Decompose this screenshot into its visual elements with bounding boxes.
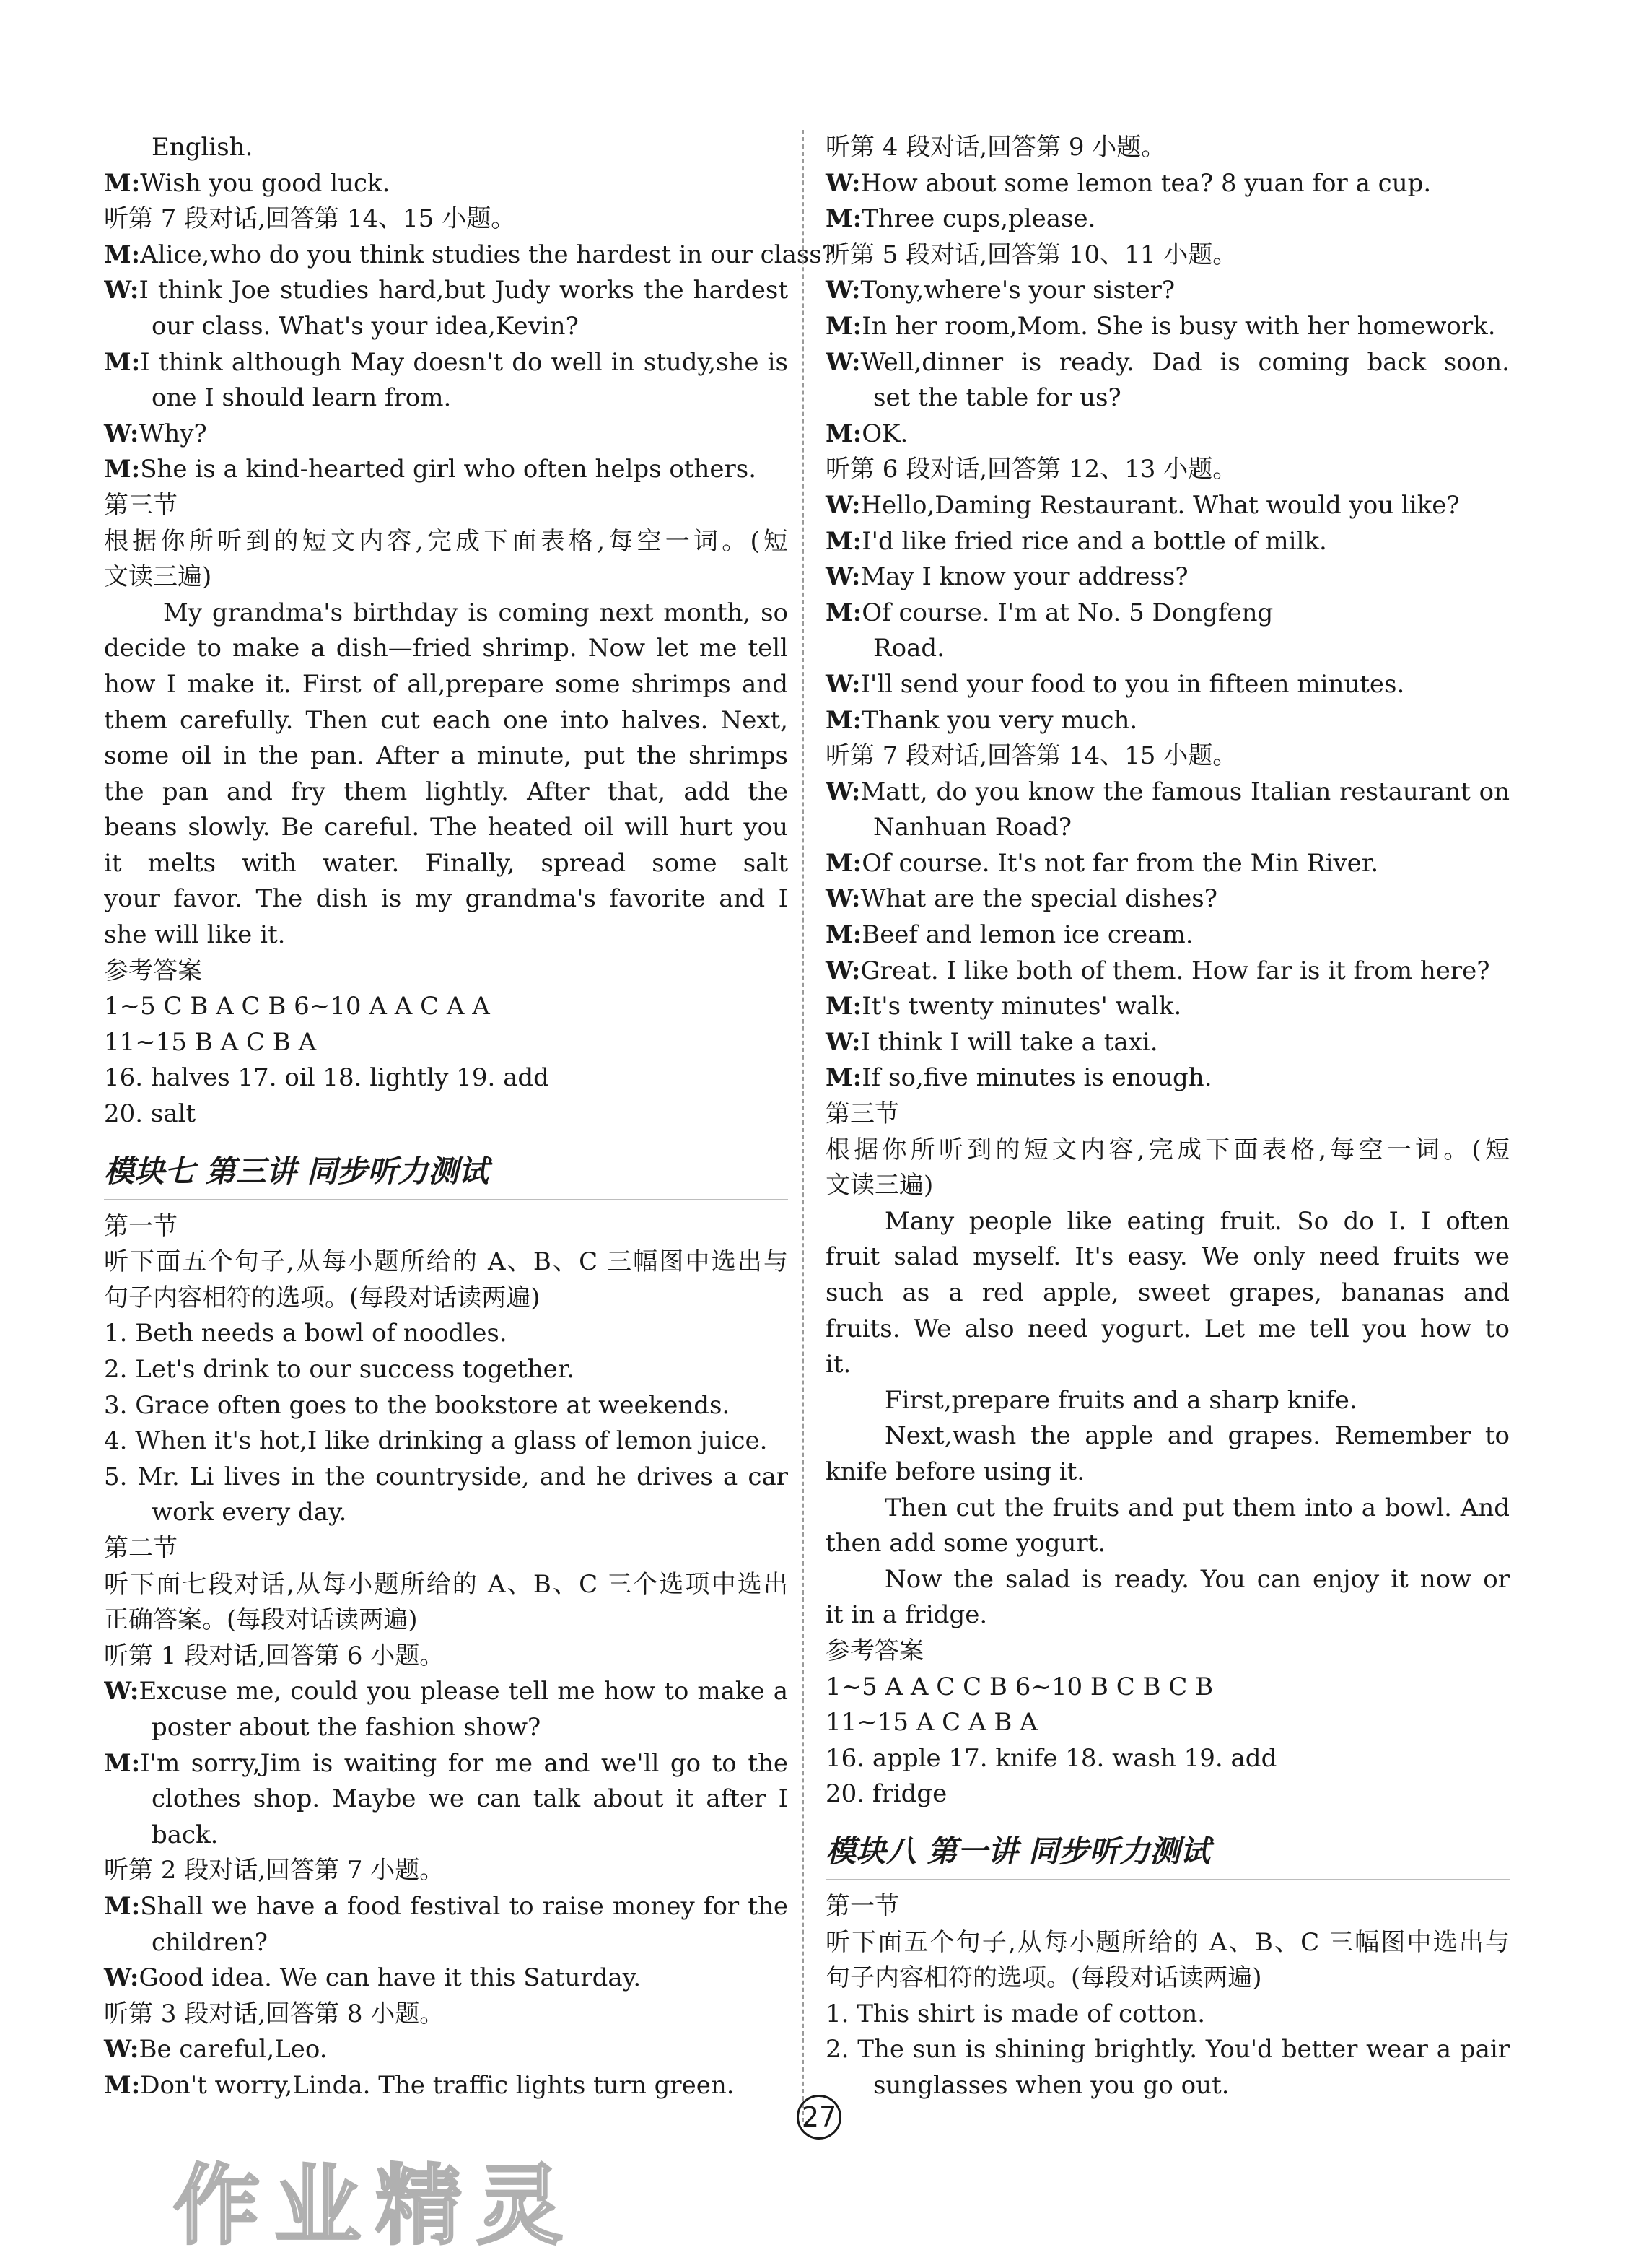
speaker-colon: : [851,168,861,198]
text-line [826,1133,1510,1169]
text-line [104,1639,788,1675]
text-line [826,667,1510,703]
line-text: Why? [139,419,207,448]
line-text: May I know your address? [860,562,1189,592]
line-text: Road. [873,634,945,663]
line-text: 听下面七段对话,从每小题所给的 A、B、C 三个选项中选出 [104,1569,788,1599]
text-line [826,488,1510,524]
text-line [826,1597,1510,1634]
speaker-label: W [104,276,130,305]
text-line [104,1388,788,1424]
speaker-colon: : [131,2070,141,2100]
text-line [826,237,1510,274]
text-line [826,1925,1510,1961]
line-text: clothes shop. Maybe we can talk about it after I [152,1784,788,1814]
speaker-label: M [104,2070,131,2100]
text-line [826,1204,1510,1240]
line-text: work every day. [152,1498,347,1527]
text-line [826,416,1510,453]
line-text: knife before using it. [826,1457,1085,1486]
line-text: 第三节 [826,1099,899,1129]
text-line [104,273,788,309]
text-line [826,1889,1510,1925]
line-text: Thank you very much. [862,705,1138,735]
text-line [826,273,1510,309]
text-line [104,559,788,596]
line-text: set the table for us? [873,383,1121,413]
text-line [826,1776,1510,1813]
text-line [104,1960,788,1997]
speaker-colon: : [851,884,861,914]
text-line [826,2068,1510,2104]
text-line [826,380,1510,416]
text-line [826,1168,1510,1204]
line-text: beans slowly. Be careful. The heated oil will hurt you [104,813,788,842]
text-line [104,237,835,274]
speaker-colon: : [129,419,139,448]
line-text: some oil in the pan. After a minute, put the shrimps [104,741,788,771]
text-line [826,954,1510,990]
speaker-label: M [826,920,853,950]
line-text: Well,dinner is ready. Dad is coming back soon. [860,347,1510,377]
line-text: I think Joe studies hard,but Judy works the hardest [139,276,788,305]
line-text: then add some yogurt. [826,1529,1106,1558]
text-line [104,738,788,775]
line-text: Good idea. We can have it this Saturday. [139,1963,642,1993]
text-line [826,810,1510,846]
text-line [104,810,788,846]
line-text: 第一节 [826,1891,899,1921]
speaker-colon: : [851,562,861,592]
speaker-label: M [826,526,853,556]
speaker-colon: : [129,276,139,305]
speaker-label: M [104,240,131,269]
line-text: how I make it. First of all,prepare some shrimps and [104,669,788,699]
text-line [826,846,1510,882]
speaker-colon: : [129,1963,139,1993]
line-text: Nanhuan Road? [873,813,1072,842]
text-line [826,130,1510,166]
watermark: 作业精灵 [173,2156,577,2256]
line-text: 句子内容相符的选项。(每段对话读两遍) [104,1283,541,1312]
text-line [104,1710,788,1746]
text-line [104,631,788,667]
speaker-label: W [826,562,852,592]
line-text: 听第 5 段对话,回答第 10、11 小题。 [826,240,1238,269]
text-line [826,1997,1510,2033]
text-line [826,1418,1510,1454]
line-text: 20. fridge [826,1779,948,1809]
text-line [826,166,1510,202]
text-line [826,1491,1510,1527]
text-line [104,1209,788,1245]
line-text: 第一节 [104,1211,178,1241]
speaker-colon: : [851,276,861,305]
line-text: Three cups,please. [862,204,1096,234]
speaker-colon: : [131,1748,141,1778]
text-line [826,1741,1510,1777]
line-text: 20. salt [104,1099,196,1129]
line-text: 3. Grace often goes to the bookstore at weekends. [104,1390,730,1420]
text-line [104,846,788,882]
text-line [104,667,788,703]
line-text: 2. Let's drink to our success together. [104,1355,575,1384]
line-text: First,prepare fruits and a sharp knife. [885,1385,1357,1415]
speaker-label: W [104,2035,130,2064]
speaker-colon: : [851,777,861,806]
left-column [104,130,835,2103]
text-line [104,1096,788,1133]
line-text: What are the special dishes? [860,884,1217,914]
section-heading-text: 模块八 第一讲 同步听力测试 [826,1833,1211,1869]
text-line [104,1281,788,1317]
text-line [826,1634,1510,1670]
line-text: My grandma's birthday is coming next month, so [163,598,788,627]
text-line [104,703,788,739]
line-text: Wish you good luck. [140,168,390,198]
section-heading [104,1150,788,1193]
line-text: 1~5 A A C C B 6~10 B C B C B [826,1672,1214,1701]
line-text: I think although May doesn't do well in study,she is [140,347,788,377]
speaker-colon: : [852,598,862,627]
text-line [826,201,1510,237]
speaker-colon: : [852,920,862,950]
line-text: If so,five minutes is enough. [862,1063,1212,1093]
text-line [826,738,1510,775]
text-line [104,1853,788,1889]
speaker-label: W [826,956,852,985]
text-line [104,488,788,524]
speaker-label: W [826,777,852,806]
speaker-label: M [104,455,131,484]
speaker-label: M [104,168,131,198]
text-line [104,345,788,381]
line-text: Alice,who do you think studies the hardest in our class? [140,240,835,269]
line-text: Matt, do you know the famous Italian restaurant on [860,777,1510,806]
line-text: it. [826,1350,852,1379]
line-text: Of course. It's not far from the Min River. [862,848,1379,878]
text-line [104,309,788,345]
line-text: English. [152,133,253,162]
line-text: 听第 2 段对话,回答第 7 小题。 [104,1856,445,1885]
text-line [104,1567,788,1603]
line-text: sunglasses when you go out. [873,2070,1230,2100]
line-text: 1~5 C B A C B 6~10 A A C A A [104,992,490,1021]
text-line [826,1383,1510,1419]
text-line [826,775,1510,811]
speaker-label: W [104,419,130,448]
line-text: 正确答案。(每段对话读两遍) [104,1605,418,1635]
line-text: 听下面五个句子,从每小题所给的 A、B、C 三幅图中选出与 [104,1247,788,1277]
line-text: Shall we have a food festival to raise money for the [140,1891,788,1921]
text-line [826,559,1510,596]
speaker-colon: : [851,1027,861,1057]
text-line [104,1531,788,1567]
line-text: 听下面五个句子,从每小题所给的 A、B、C 三幅图中选出与 [826,1927,1510,1957]
text-line [826,524,1510,560]
text-line [104,1423,788,1460]
speaker-label: M [826,204,853,234]
speaker-colon: : [851,490,861,520]
line-text: Be careful,Leo. [139,2035,328,2064]
text-line [104,2068,788,2104]
line-text: 听第 7 段对话,回答第 14、15 小题。 [104,204,516,234]
speaker-label: M [826,1063,853,1093]
text-line [826,1312,1510,1348]
speaker-label: W [826,276,852,305]
text-line [104,2032,788,2068]
right-column [826,130,1510,2103]
speaker-colon: : [852,705,862,735]
text-line [826,1526,1510,1562]
line-text: decide to make a dish—fried shrimp. Now let me tell [104,634,788,663]
text-line [104,201,788,237]
line-text: I'd like fried rice and a bottle of milk. [862,526,1327,556]
line-text: 16. halves 17. oil 18. lightly 19. add [104,1063,549,1093]
text-line [826,1275,1510,1312]
line-text: Don't worry,Linda. The traffic lights turn green. [140,2070,735,2100]
speaker-colon: : [131,455,141,484]
line-text: Then cut the fruits and put them into a bowl. And [885,1493,1510,1522]
line-text: 文读三遍) [826,1171,934,1200]
text-line [826,881,1510,917]
speaker-colon: : [131,1891,141,1921]
speaker-label: M [104,347,131,377]
text-line [826,309,1510,345]
text-line [104,1060,788,1096]
text-line [104,954,788,990]
text-line [826,1239,1510,1275]
column-divider [802,130,804,2122]
text-line [104,775,788,811]
text-line [104,1602,788,1639]
text-line [104,166,788,202]
text-line [104,917,788,954]
speaker-colon: : [852,526,862,556]
speaker-label: M [826,311,853,341]
speaker-colon: : [129,1677,139,1706]
line-text: Hello,Daming Restaurant. What would you like? [860,490,1460,520]
line-text: back. [152,1820,219,1849]
line-text: 根据你所听到的短文内容,完成下面表格,每空一词。(短 [826,1135,1510,1164]
text-line [826,1060,1510,1096]
line-text: it melts with water. Finally, spread some salt [104,848,788,878]
text-line [826,1347,1510,1383]
speaker-colon: : [851,669,861,699]
line-text: Next,wash the apple and grapes. Remember to [885,1421,1510,1451]
text-line [826,917,1510,954]
text-line [104,1352,788,1388]
text-line [826,1960,1510,1997]
speaker-label: M [826,848,853,878]
speaker-colon: : [852,204,862,234]
line-text: 第三节 [104,490,178,520]
line-text: 根据你所听到的短文内容,完成下面表格,每空一词。(短 [104,526,788,556]
speaker-colon: : [131,168,141,198]
line-text: 听第 6 段对话,回答第 12、13 小题。 [826,455,1238,484]
speaker-label: M [104,1748,131,1778]
text-line [104,524,788,560]
speaker-label: W [826,669,852,699]
text-line [104,1818,788,1854]
speaker-label: M [826,598,853,627]
line-text: such as a red apple, sweet grapes, bananas and [826,1278,1510,1307]
line-text: Great. I like both of them. How far is it from here? [860,956,1490,985]
page-number: 27 [797,2095,841,2140]
text-line [104,881,788,917]
text-line [826,1025,1510,1061]
line-text: I'll send your food to you in fifteen minutes. [860,669,1405,699]
speaker-colon: : [851,347,861,377]
text-line [826,631,1510,667]
line-text: poster about the fashion show? [152,1712,541,1742]
line-text: one I should learn from. [152,383,452,413]
line-text: 听第 4 段对话,回答第 9 小题。 [826,133,1166,162]
speaker-label: W [826,490,852,520]
text-line [104,452,788,488]
speaker-colon: : [852,992,862,1021]
speaker-colon: : [131,240,141,269]
line-text: It's twenty minutes' walk. [862,992,1182,1021]
line-text: our class. What's your idea,Kevin? [152,311,579,341]
line-text: 听第 7 段对话,回答第 14、15 小题。 [826,741,1238,771]
text-line [826,345,1510,381]
speaker-label: W [104,1963,130,1993]
line-text: 参考答案 [104,956,202,985]
text-line [104,1889,788,1925]
line-text: Tony,where's your sister? [860,276,1176,305]
speaker-label: W [104,1677,130,1706]
text-line [104,1244,788,1281]
text-line [826,1705,1510,1741]
text-line [826,596,1510,632]
line-text: 听第 1 段对话,回答第 6 小题。 [104,1641,445,1670]
line-text: 文读三遍) [104,562,212,592]
speaker-label: W [826,168,852,198]
text-line [104,1781,788,1818]
line-text: 1. Beth needs a bowl of noodles. [104,1319,507,1348]
speaker-colon: : [852,848,862,878]
line-text: 11~15 B A C B A [104,1027,317,1057]
line-text: Of course. I'm at No. 5 Dongfeng [862,598,1274,627]
line-text: Excuse me, could you please tell me how to make a [139,1677,788,1706]
line-text: Now the salad is ready. You can enjoy it now or [885,1564,1510,1594]
speaker-colon: : [852,311,862,341]
speaker-label: M [826,419,853,448]
speaker-colon: : [129,2035,139,2064]
line-text: I think I will take a taxi. [860,1027,1158,1057]
text-line [104,130,788,166]
speaker-colon: : [131,347,141,377]
section-heading [826,1830,1510,1873]
speaker-label: M [104,1891,131,1921]
speaker-colon: : [852,419,862,448]
line-text: 2. The sun is shining brightly. You'd better wear a pair [826,2035,1510,2064]
text-line [104,380,788,416]
text-line [104,1495,788,1531]
text-line [104,1925,788,1961]
line-text: your favor. The dish is my grandma's favorite and I [104,884,788,914]
text-line [104,1025,788,1061]
line-text: I'm sorry,Jim is waiting for me and we'll go to the [140,1748,788,1778]
text-line [104,1316,788,1352]
line-text: 11~15 A C A B A [826,1708,1038,1737]
line-text: 听第 3 段对话,回答第 8 小题。 [104,1999,445,2028]
line-text: she will like it. [104,920,286,950]
speaker-colon: : [851,956,861,985]
line-text: 参考答案 [826,1636,924,1665]
line-text: the pan and fry them lightly. After that, add the [104,777,788,806]
line-text: In her room,Mom. She is busy with her homework. [862,311,1496,341]
line-text: 1. This shirt is made of cotton. [826,1999,1206,2028]
text-line [104,596,788,632]
line-text: 16. apple 17. knife 18. wash 19. add [826,1743,1277,1773]
text-line [826,452,1510,488]
text-line [104,416,788,453]
line-text: fruit salad myself. It's easy. We only need fruits we [826,1242,1510,1272]
speaker-label: W [826,1027,852,1057]
speaker-label: M [826,992,853,1021]
text-line [104,1674,788,1710]
line-text: 5. Mr. Li lives in the countryside, and he drives a car [104,1462,788,1491]
text-line [826,1670,1510,1706]
line-text: them carefully. Then cut each one into halves. Next, [104,705,788,735]
text-line [104,1460,788,1496]
section-heading-text: 模块七 第三讲 同步听力测试 [104,1153,489,1189]
text-line [826,1454,1510,1491]
speaker-colon: : [852,1063,862,1093]
line-text: Beef and lemon ice cream. [862,920,1194,950]
line-text: She is a kind-hearted girl who often helps others. [140,455,757,484]
text-line [826,1096,1510,1133]
line-text: children? [152,1927,268,1957]
line-text: 句子内容相符的选项。(每段对话读两遍) [826,1963,1262,1993]
line-text: OK. [862,419,909,448]
speaker-label: W [826,347,852,377]
text-line [826,989,1510,1025]
text-line [104,1746,788,1782]
line-text: 第二节 [104,1533,178,1563]
line-text: it in a fridge. [826,1600,988,1630]
speaker-label: M [826,705,853,735]
text-line [826,2032,1510,2068]
text-line [104,1997,788,2033]
text-line [826,703,1510,739]
line-text: Many people like eating fruit. So do I. I often [885,1206,1510,1236]
line-text: fruits. We also need yogurt. Let me tell you how to [826,1314,1510,1343]
speaker-label: W [826,884,852,914]
text-line [826,1562,1510,1598]
line-text: 4. When it's hot,I like drinking a glass of lemon juice. [104,1426,768,1456]
line-text: How about some lemon tea? 8 yuan for a cup. [860,168,1432,198]
text-line [104,989,788,1025]
